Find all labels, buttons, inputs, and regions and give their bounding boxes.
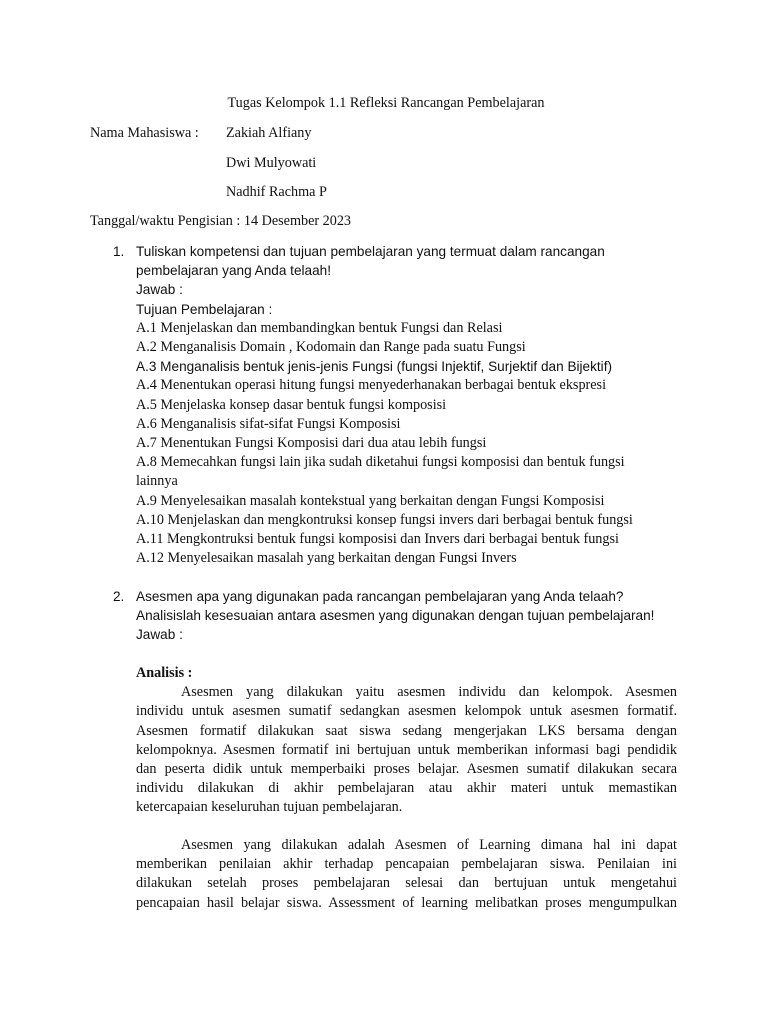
document-title: Tugas Kelompok 1.1 Refleksi Rancangan Pembelajaran: [227, 95, 545, 111]
paragraph-line: Asesmen formatif dilakukan saat siswa sedang mengerjakan LKS bersama dengan: [136, 722, 677, 739]
paragraph-line: dan peserta didik untuk memperbaiki proses belajar. Asesmen sumatif dilakukan secara: [136, 761, 677, 778]
objective-item: A.12 Menyelesaikan masalah yang berkaitan dengan Fungsi Invers: [136, 550, 517, 567]
student-name-1: Zakiah Alfiany: [226, 125, 312, 141]
paragraph-line: dilakukan setelah proses pembelajaran selesai dan bertujuan untuk mengetahui: [136, 875, 677, 892]
objective-item: A.4 Menentukan operasi hitung fungsi menyederhanakan berbagai bentuk ekspresi: [136, 377, 607, 394]
paragraph-line: Asesmen yang dilakukan adalah Asesmen of Learning dimana hal ini dapat: [181, 837, 677, 853]
objective-item: A.3 Menganalisis bentuk jenis-jenis Fungsi (fungsi Injektif, Surjektif dan Bijektif): [136, 359, 613, 375]
paragraph-line: individu dilakukan di akhir pembelajaran atau akhir materi untuk memastikan: [136, 780, 677, 797]
objective-item: A.11 Mengkontruksi bentuk fungsi komposisi dan Invers dari berbagai bentuk fungsi: [136, 531, 619, 548]
objectives-label: Tujuan Pembelajaran :: [136, 301, 273, 317]
paragraph-line: memberikan penilaian akhir terhadap pencapaian pembelajaran siswa. Penilaian ini: [136, 856, 677, 873]
question-1-prompt: [136, 242, 676, 280]
question-1-number: 1.: [113, 244, 125, 259]
student-name-2: Dwi Mulyowati: [226, 155, 317, 171]
question-2-body: [136, 587, 676, 645]
objective-item: A.9 Menyelesaikan masalah kontekstual yang berkaitan dengan Fungsi Komposisi: [136, 492, 605, 509]
question-2-prompt: [136, 587, 676, 625]
paragraph-line: ketercapaian keseluruhan tujuan pembelajaran.: [136, 799, 403, 816]
objective-item: A.10 Menjelaskan dan mengkontruksi konsep fungsi invers dari berbagai bentuk fungsi: [136, 511, 633, 528]
question-2-number: 2.: [113, 589, 125, 604]
objective-item: A.8 Memecahkan fungsi lain jika sudah diketahui fungsi komposisi dan bentuk fungsi: [136, 454, 625, 471]
objective-item: A.6 Menganalisis sifat-sifat Fungsi Komposisi: [136, 415, 401, 432]
question-1-answer-label: Jawab :: [136, 282, 183, 298]
objective-item: A.1 Menjelaskan dan membandingkan bentuk Fungsi dan Relasi: [136, 319, 503, 336]
students-label: Nama Mahasiswa :: [90, 125, 199, 141]
question-2-answer-label: Jawab :: [136, 627, 183, 643]
paragraph-line: Asesmen yang dilakukan yaitu asesmen individu dan kelompok. Asesmen: [181, 684, 677, 701]
analysis-paragraph-2: [136, 836, 677, 913]
analysis-heading: Analisis :: [136, 665, 193, 681]
objective-item: lainnya: [136, 473, 178, 490]
student-name-3: Nadhif Rachma P: [226, 184, 327, 200]
analysis-paragraph-2-block: [136, 836, 677, 913]
analysis-paragraph-1: [136, 683, 677, 817]
analysis-section: [136, 664, 677, 818]
question-1-prompt-line: pembelajaran yang Anda telaah!: [136, 263, 331, 279]
question-1-body: [136, 242, 676, 568]
date-line: Tanggal/waktu Pengisian : 14 Desember 2023: [90, 213, 352, 229]
question-2-prompt-line: Analisislah kesesuaian antara asesmen yang digunakan dengan tujuan pembelajaran!: [136, 608, 655, 624]
question-1-prompt-line: Tuliskan kompetensi dan tujuan pembelajaran yang termuat dalam rancangan: [136, 244, 605, 259]
paragraph-line: individu untuk asesmen sumatif sedangkan asesmen kelompok untuk asesmen formatif.: [136, 703, 677, 720]
objective-item: A.7 Menentukan Fungsi Komposisi dari dua atau lebih fungsi: [136, 435, 487, 452]
objective-item: A.5 Menjelaska konsep dasar bentuk fungsi komposisi: [136, 396, 447, 413]
paragraph-line: kelompoknya. Asesmen formatif ini bertujuan untuk memberikan informasi bagi pendidik: [136, 741, 677, 758]
paragraph-line: pencapaian hasil belajar siswa. Assessment of learning melibatkan proses mengumpulkan: [136, 894, 677, 911]
objective-item: A.2 Menganalisis Domain , Kodomain dan Range pada suatu Fungsi: [136, 339, 526, 356]
objectives-list: [136, 319, 676, 569]
question-2-prompt-line: Asesmen apa yang digunakan pada rancangan pembelajaran yang Anda telaah?: [136, 589, 624, 604]
